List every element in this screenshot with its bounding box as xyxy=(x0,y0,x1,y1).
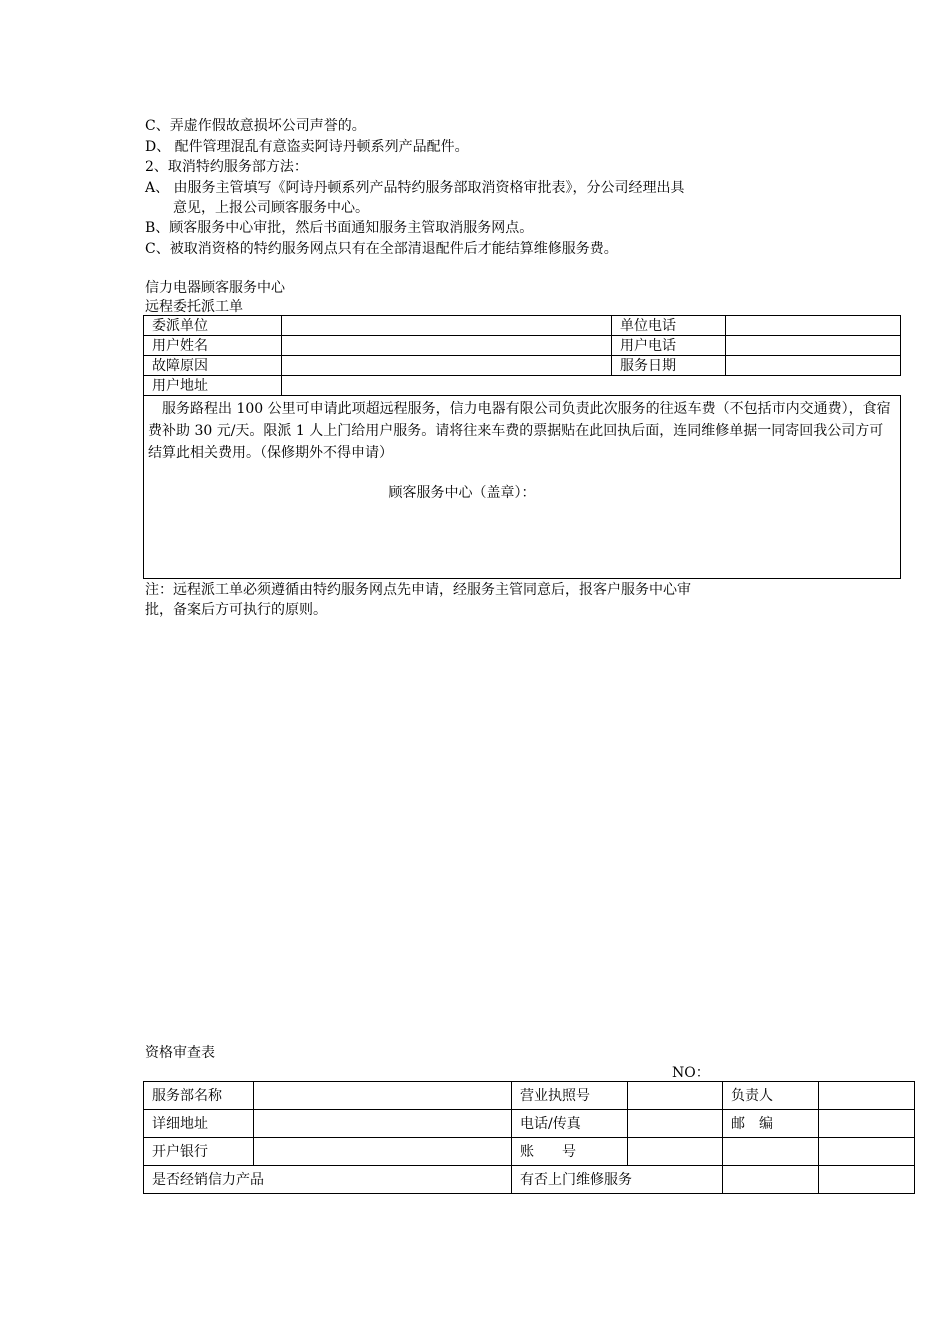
table-row xyxy=(144,336,901,356)
qualification-title: 资格审查表 xyxy=(145,1045,215,1061)
postcode-field[interactable] xyxy=(819,1110,915,1138)
clause-c2-line: C、被取消资格的特约服务网点只有在全部清退配件后才能结算维修服务费。 xyxy=(145,241,618,257)
clause-b-line: B、顾客服务中心审批，然后书面通知服务主管取消服务网点。 xyxy=(145,220,534,236)
number-label: NO： xyxy=(672,1065,710,1081)
onsite-repair-field[interactable] xyxy=(723,1166,819,1194)
table-row xyxy=(144,316,901,336)
onsite-repair-extra-field[interactable] xyxy=(819,1166,915,1194)
user-name-label: 用户姓名 xyxy=(144,336,282,356)
detail-address-label: 详细地址 xyxy=(144,1110,254,1138)
service-dept-name-label: 服务部名称 xyxy=(144,1082,254,1110)
business-license-label: 营业执照号 xyxy=(512,1082,628,1110)
note-line-1: 注：远程派工单必须遵循由特约服务网点先申请，经服务主管同意后，报客户服务中心审 xyxy=(145,582,691,598)
fault-reason-field[interactable] xyxy=(282,356,612,376)
table-row xyxy=(144,1110,915,1138)
user-address-label: 用户地址 xyxy=(144,376,282,396)
item-2-heading: 2、取消特约服务部方法： xyxy=(145,159,308,175)
business-license-field[interactable] xyxy=(628,1082,723,1110)
sells-product-label: 是否经销信力产品 xyxy=(144,1166,512,1194)
org-name: 信力电器顾客服务中心 xyxy=(145,280,285,296)
clause-a-line: A、 由服务主管填写《阿诗丹顿系列产品特约服务部取消资格审批表》，分公司经理出具 xyxy=(145,180,685,196)
fault-reason-label: 故障原因 xyxy=(144,356,282,376)
clause-c-line: C、弄虚作假故意损坏公司声誉的。 xyxy=(145,118,366,134)
user-address-field[interactable] xyxy=(282,376,901,396)
note-line-2: 批，备案后方可执行的原则。 xyxy=(145,602,327,618)
unit-phone-label: 单位电话 xyxy=(612,316,726,336)
phone-fax-field[interactable] xyxy=(628,1110,723,1138)
bank-label: 开户银行 xyxy=(144,1138,254,1166)
service-dept-name-field[interactable] xyxy=(254,1082,512,1110)
postcode-label: 邮 编 xyxy=(723,1110,819,1138)
unit-phone-field[interactable] xyxy=(726,316,901,336)
table-row xyxy=(144,396,901,579)
stamp-label: 顾客服务中心（盖章）： xyxy=(388,485,536,501)
table-row xyxy=(144,1138,915,1166)
clause-a-continuation: 意见，上报公司顾客服务中心。 xyxy=(173,200,369,216)
account-extra-field-1[interactable] xyxy=(723,1138,819,1166)
table-row xyxy=(144,1082,915,1110)
bank-field[interactable] xyxy=(254,1138,512,1166)
service-date-label: 服务日期 xyxy=(612,356,726,376)
onsite-repair-label: 有否上门维修服务 xyxy=(512,1166,723,1194)
user-name-field[interactable] xyxy=(282,336,612,356)
remote-dispatch-table xyxy=(143,315,901,579)
remote-form-title: 远程委托派工单 xyxy=(145,299,243,315)
user-phone-label: 用户电话 xyxy=(612,336,726,356)
remote-service-terms xyxy=(144,396,901,579)
service-date-field[interactable] xyxy=(726,356,901,376)
account-label: 账 号 xyxy=(512,1138,628,1166)
person-in-charge-field[interactable] xyxy=(819,1082,915,1110)
table-row xyxy=(144,356,901,376)
qualification-table xyxy=(143,1081,915,1194)
account-field[interactable] xyxy=(628,1138,723,1166)
clause-d-line: D、 配件管理混乱有意盗卖阿诗丹顿系列产品配件。 xyxy=(145,139,469,155)
table-row xyxy=(144,376,901,396)
phone-fax-label: 电话/传真 xyxy=(512,1110,628,1138)
terms-text: 服务路程出 100 公里可申请此项超远程服务，信力电器有限公司负责此次服务的往返车费（不包括市内交通费），食宿费补助 30 元/天。限派 1 人上门给用户服务。请将往来车费的票据贴在此回执后面，连同维修单据一同寄回我公司方可结算此相关费用。（保修期外不得申请） xyxy=(148,401,891,461)
account-extra-field-2[interactable] xyxy=(819,1138,915,1166)
table-row xyxy=(144,1166,915,1194)
person-in-charge-label: 负责人 xyxy=(723,1082,819,1110)
user-phone-field[interactable] xyxy=(726,336,901,356)
detail-address-field[interactable] xyxy=(254,1110,512,1138)
dispatch-unit-label: 委派单位 xyxy=(144,316,282,336)
dispatch-unit-field[interactable] xyxy=(282,316,612,336)
